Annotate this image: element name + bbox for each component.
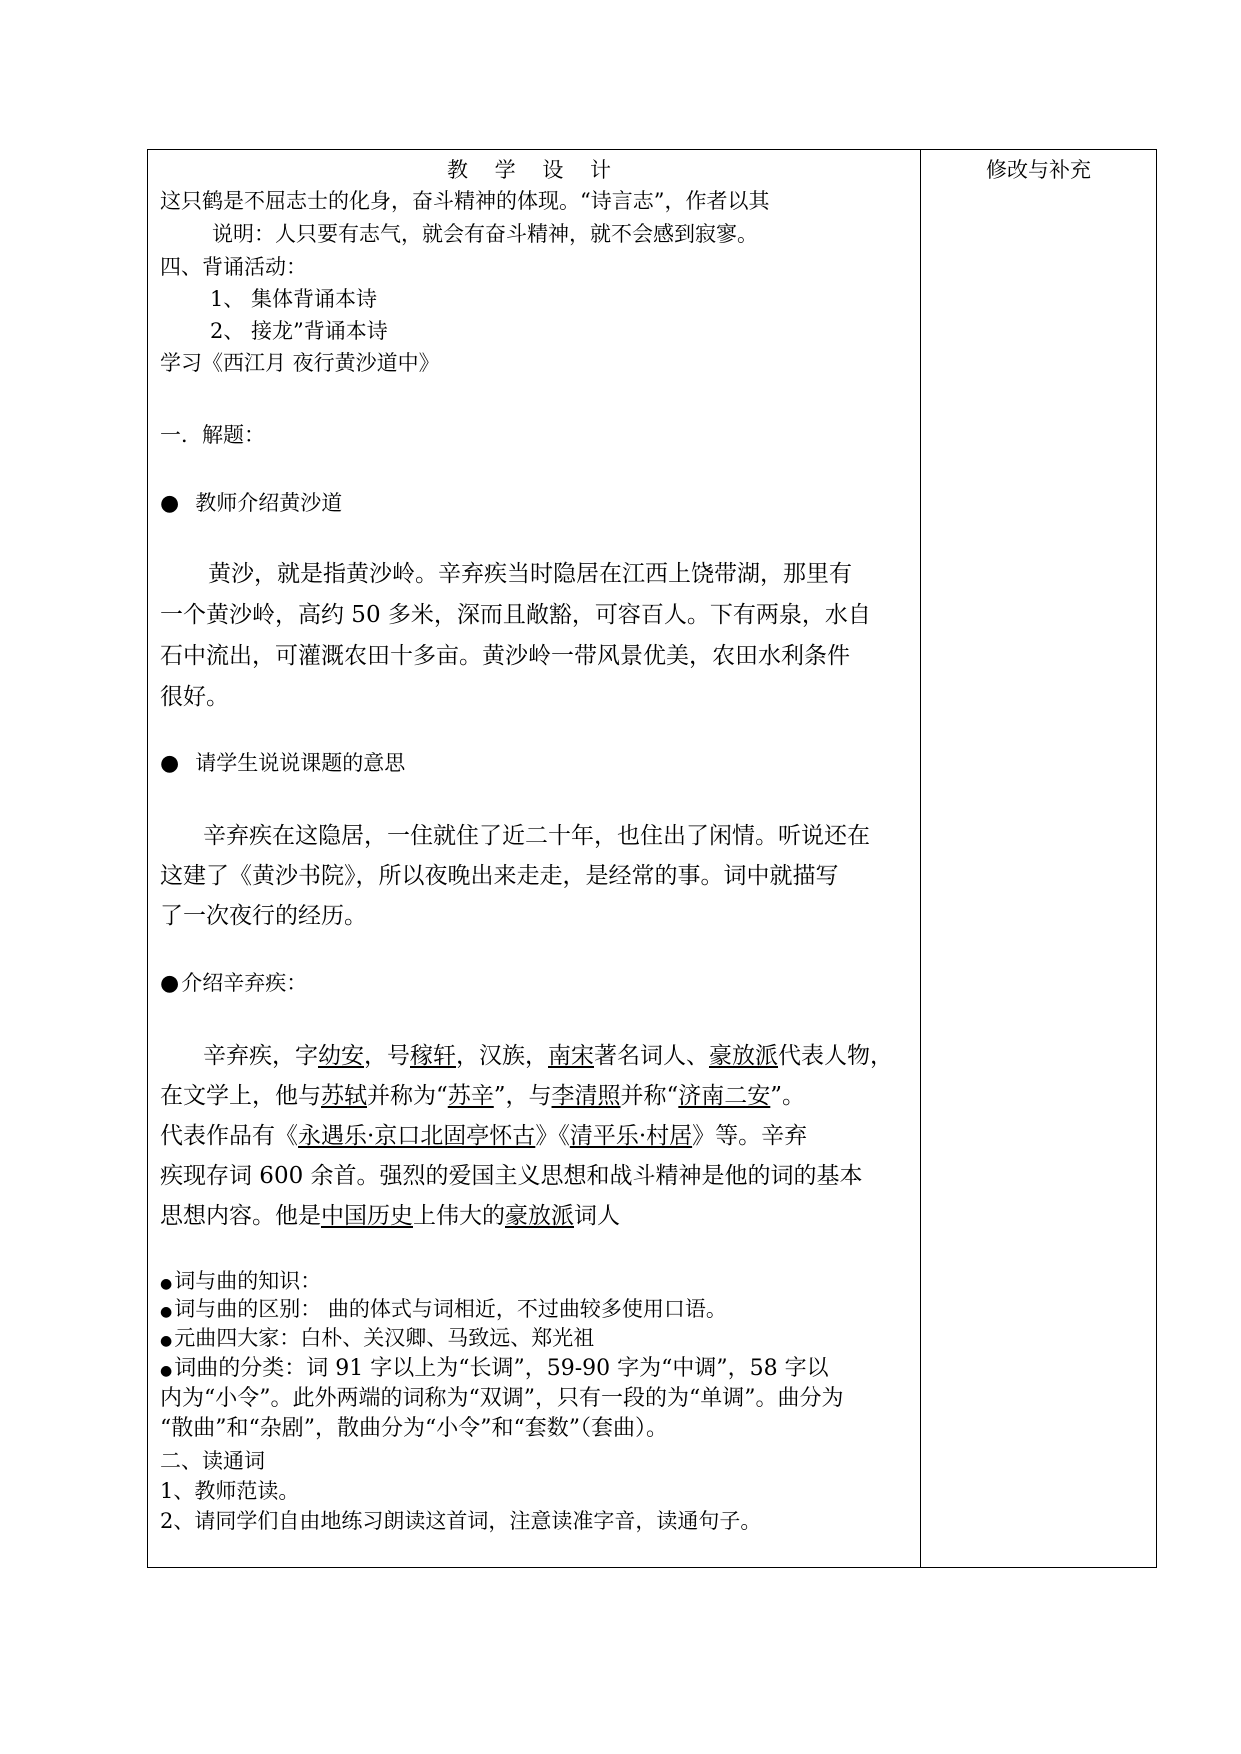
text: 词人 (574, 1203, 620, 1229)
text-line: 四、背诵活动： (160, 255, 307, 279)
bullet-heading (160, 970, 307, 997)
link-liqingzhao[interactable]: 李清照 (551, 1083, 621, 1109)
bullet-icon: ● (160, 751, 180, 776)
paragraph-line (160, 1122, 807, 1150)
bullet-label: 介绍辛弃疾： (181, 971, 308, 995)
bullet-heading (160, 490, 342, 517)
link-sushi[interactable]: 苏轼 (321, 1083, 367, 1109)
text: 词曲的分类：词 91 字以上为“长调”，59-90 字为“中调”，58 字以 (174, 1356, 829, 1381)
text: ”。 (770, 1083, 806, 1109)
text-line: 1、教师范读。 (160, 1479, 300, 1503)
knowledge-line (160, 1325, 594, 1354)
main-column-header: 教 学 设 计 (446, 158, 622, 182)
paragraph-line: 疾现存词 600 余首。强烈的爱国主义思想和战斗精神是他的词的基本 (160, 1163, 863, 1189)
knowledge-line: “散曲”和“杂剧”，散曲分为“小令”和“套数”（套曲）。 (160, 1416, 668, 1441)
paragraph-line: 了一次夜行的经历。 (160, 903, 367, 929)
paragraph-line (160, 1202, 620, 1230)
text-line: 说明：人只要有志气，就会有奋斗精神，就不会感到寂寥。 (212, 222, 758, 246)
link-nansong[interactable]: 南宋 (548, 1043, 594, 1069)
knowledge-line: 内为“小令”。此外两端的词称为“双调”，只有一段的为“单调”。曲分为 (160, 1386, 844, 1411)
paragraph-line: 黄沙，就是指黄沙岭。辛弃疾当时隐居在江西上饶带湖，那里有 (208, 561, 852, 587)
text: 思想内容。他是 (160, 1203, 321, 1229)
lesson-plan-table (147, 149, 1157, 1568)
dot-icon: ● (160, 1363, 173, 1379)
text: 代表作品有《 (160, 1123, 298, 1149)
paragraph-line: 很好。 (160, 684, 229, 710)
text: 词与曲的知识： (174, 1269, 322, 1293)
text: 词与曲的区别： 曲的体式与词相近，不过曲较多使用口语。 (174, 1297, 727, 1321)
link-haofangpai[interactable]: 豪放派 (709, 1043, 778, 1069)
lesson-title: 学习《西江月 夜行黄沙道中》 (160, 351, 440, 375)
paragraph-line: 这建了《黄沙书院》，所以夜晚出来走走，是经常的事。词中就描写 (160, 863, 839, 889)
list-item: 2、 接龙”背诵本诗 (210, 319, 388, 343)
text: 》《 (535, 1123, 570, 1149)
text: ”，与 (493, 1083, 552, 1109)
text: 并称为“ (367, 1083, 448, 1109)
text: 著名词人、 (594, 1043, 709, 1069)
notes-column-header: 修改与补充 (986, 158, 1091, 182)
knowledge-line (160, 1268, 321, 1297)
link-suxin[interactable]: 苏辛 (447, 1083, 494, 1109)
link-qingpingle[interactable]: 清平乐·村居 (569, 1123, 693, 1149)
dot-icon: ● (160, 1276, 173, 1292)
list-item: 1、 集体背诵本诗 (210, 287, 378, 311)
link-jiaxuan[interactable]: 稼轩 (410, 1043, 456, 1069)
text: ，号 (364, 1043, 410, 1069)
text: 并称“ (620, 1083, 679, 1109)
section-heading: 一．解题： (160, 423, 265, 447)
paragraph-line: 一个黄沙岭，高约 50 多米，深而且敞豁，可容百人。下有两泉，水自 (160, 602, 871, 628)
link-yongyule[interactable]: 永遇乐·京口北固亭怀古 (298, 1123, 536, 1149)
paragraph-line (160, 1082, 805, 1110)
link-zhongguo-lishi[interactable]: 中国历史 (321, 1203, 413, 1229)
knowledge-line (160, 1356, 829, 1384)
dot-icon: ● (160, 1333, 173, 1349)
text-line: 这只鹤是不屈志士的化身，奋斗精神的体现。“诗言志”，作者以其 (160, 189, 770, 213)
paragraph-line: 辛弃疾在这隐居，一住就住了近二十年，也住出了闲情。听说还在 (203, 823, 870, 849)
knowledge-line (160, 1296, 727, 1325)
link-youan[interactable]: 幼安 (318, 1043, 364, 1069)
text: 》等。辛弃 (692, 1123, 808, 1149)
bullet-heading (160, 750, 405, 777)
dot-icon: ● (160, 1304, 173, 1320)
text: ，汉族， (456, 1043, 548, 1069)
text-line: 2、请同学们自由地练习朗读这首词，注意读准字音，读通句子。 (160, 1509, 762, 1533)
paragraph-line: 石中流出，可灌溉农田十多亩。黄沙岭一带风景优美，农田水利条件 (160, 643, 850, 669)
bullet-icon: ● (160, 971, 180, 996)
text: 辛弃疾，字 (203, 1043, 318, 1069)
bullet-label: 教师介绍黄沙道 (195, 491, 343, 515)
text: 上伟大的 (413, 1203, 505, 1229)
link-haofangpai-2[interactable]: 豪放派 (505, 1203, 574, 1229)
link-jinan-eran[interactable]: 济南二安 (678, 1083, 771, 1109)
text: 元曲四大家：白朴、关汉卿、马致远、郑光祖 (174, 1326, 595, 1350)
text: 代表人物， (778, 1043, 893, 1069)
section-heading: 二、读通词 (160, 1449, 265, 1473)
paragraph-line (203, 1042, 893, 1070)
bullet-label: 请学生说说课题的意思 (195, 751, 406, 775)
text: 在文学上，他与 (160, 1083, 321, 1109)
column-divider (920, 150, 921, 1567)
bullet-icon: ● (160, 491, 180, 516)
